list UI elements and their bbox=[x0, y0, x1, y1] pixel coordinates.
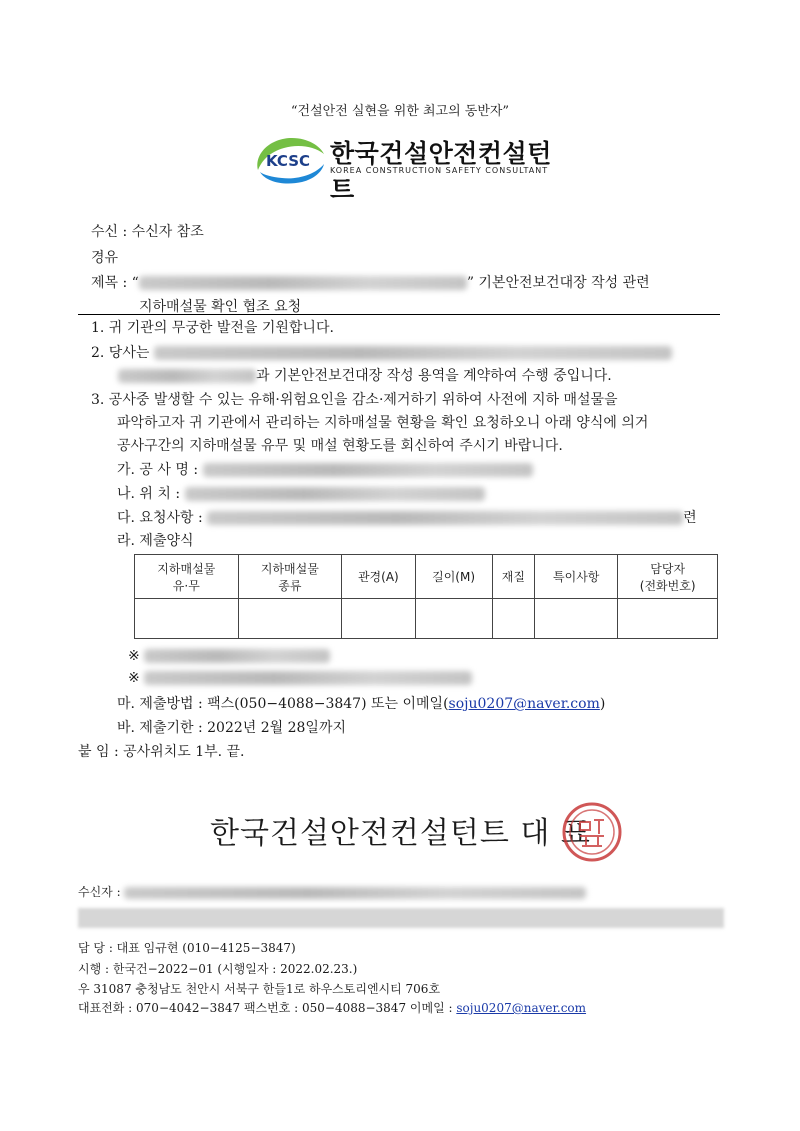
table-header-row bbox=[135, 555, 718, 599]
subject-prefix: 제목 : “ bbox=[91, 275, 139, 291]
item-form: 라. 제출양식 bbox=[117, 533, 194, 549]
attachment-label: 붙 임 bbox=[78, 744, 110, 760]
paragraph-2-suffix: 과 기본안전보건대장 작성 용역을 계약하여 수행 중입니다. bbox=[256, 368, 612, 384]
issuer-title: 한국건설안전컨설턴트 대 표 bbox=[210, 816, 591, 851]
note-1 bbox=[128, 648, 330, 664]
receiver-label: 수신자 : bbox=[78, 885, 121, 899]
attachment-text: : 공사위치도 1부. 끝. bbox=[113, 744, 245, 760]
slogan: “건설안전 실현을 위한 최고의 동반자” bbox=[290, 104, 510, 119]
item-ma-suffix: ) bbox=[599, 696, 606, 712]
col-length: 길이(M) bbox=[415, 555, 492, 599]
official-seal-icon bbox=[560, 800, 624, 864]
item-da-tail: 련 bbox=[683, 510, 697, 526]
table-cell bbox=[238, 599, 342, 639]
redacted-client bbox=[118, 369, 256, 383]
paragraph-3-line-1: 3. 공사중 발생할 수 있는 유해·위험요인을 감소·제거하기 위하여 사전에 지하 매설물을 bbox=[91, 392, 618, 408]
redacted-receivers bbox=[124, 887, 586, 899]
company-logo bbox=[248, 128, 558, 204]
item-deadline: 바. 제출기한 : 2022년 2월 28일까지 bbox=[117, 720, 347, 736]
item-request bbox=[117, 507, 697, 527]
subject-line-2: 지하매설물 확인 협조 요청 bbox=[139, 299, 302, 315]
table-cell bbox=[415, 599, 492, 639]
redacted-request bbox=[207, 511, 683, 525]
col-contact: 담당자 (전화번호) bbox=[618, 555, 718, 599]
redacted-project-name bbox=[139, 276, 467, 290]
redacted-note-2 bbox=[144, 671, 472, 685]
paragraph-2-prefix: 2. 당사는 bbox=[91, 345, 150, 361]
header-divider bbox=[78, 314, 720, 315]
item-na-label: 나. 위 치 : bbox=[117, 486, 181, 502]
redacted-note-1 bbox=[144, 649, 330, 663]
logo-company-name: 한국건설안전컨설턴트 bbox=[330, 139, 552, 204]
subject-line bbox=[91, 272, 650, 292]
table-cell bbox=[535, 599, 618, 639]
col-remarks: 특이사항 bbox=[535, 555, 618, 599]
submit-email-link[interactable]: soju0207@naver.com bbox=[448, 696, 600, 712]
paragraph-1: 1. 귀 기관의 무궁한 발전을 기원합니다. bbox=[91, 320, 334, 336]
table-cell bbox=[492, 599, 534, 639]
col-buried-presence: 지하매설물 유·무 bbox=[135, 555, 239, 599]
recipient-line: 수신 : 수신자 참조 bbox=[91, 224, 204, 240]
doc-number-line: 시행 : 한국건−2022−01 (시행일자 : 2022.02.23.) bbox=[78, 962, 358, 976]
table-cell bbox=[618, 599, 718, 639]
redacted-project bbox=[203, 463, 533, 477]
col-buried-type: 지하매설물 종류 bbox=[238, 555, 342, 599]
paragraph-3-line-3: 공사구간의 지하매설물 유무 및 매설 현황도를 회신하여 주시기 바랍니다. bbox=[117, 438, 563, 454]
col-diameter: 관경(A) bbox=[342, 555, 415, 599]
paragraph-3-line-2: 파악하고자 귀 기관에서 관리하는 지하매설물 현황을 확인 요청하오니 아래 양식에 의거 bbox=[117, 415, 649, 431]
note-mark: ※ bbox=[128, 670, 140, 686]
note-mark: ※ bbox=[128, 648, 140, 664]
attachment-line bbox=[78, 741, 245, 761]
note-2 bbox=[128, 670, 472, 686]
item-da-label: 다. 요청사항 : bbox=[117, 510, 203, 526]
logo-subtitle: KOREA CONSTRUCTION SAFETY CONSULTANT bbox=[330, 166, 549, 175]
redacted-company bbox=[154, 346, 672, 360]
item-ga-label: 가. 공 사 명 : bbox=[117, 462, 199, 478]
item-submit-method bbox=[117, 693, 605, 713]
redacted-location bbox=[185, 487, 485, 501]
footer-email-link[interactable]: soju0207@naver.com bbox=[456, 1001, 587, 1015]
item-ma-prefix: 마. 제출방법 : 팩스(050−4088−3847) 또는 이메일( bbox=[117, 696, 449, 712]
paragraph-2 bbox=[91, 342, 672, 362]
receiver-line bbox=[78, 883, 586, 900]
col-material: 재질 bbox=[492, 555, 534, 599]
redacted-bar bbox=[78, 908, 724, 928]
item-project-name bbox=[117, 459, 533, 479]
logo-badge-text: KCSC bbox=[265, 152, 311, 170]
table-cell bbox=[342, 599, 415, 639]
paragraph-2-line-2 bbox=[118, 365, 612, 385]
kcsc-logo-icon bbox=[248, 128, 328, 190]
submission-form-table bbox=[134, 554, 718, 639]
address-line: 우 31087 충청남도 천안시 서북구 한들1로 하우스토리엔시티 706호 bbox=[78, 982, 441, 996]
via-line: 경유 bbox=[91, 250, 119, 266]
table-cell bbox=[135, 599, 239, 639]
phone-text: 대표전화 : 070−4042−3847 팩스번호 : 050−4088−3847 이메일 : bbox=[78, 1001, 457, 1015]
contact-line: 담 당 : 대표 임규현 (010−4125−3847) bbox=[78, 941, 296, 955]
phone-line bbox=[78, 999, 586, 1016]
subject-suffix: ” 기본안전보건대장 작성 관련 bbox=[466, 275, 650, 291]
item-location bbox=[117, 483, 485, 503]
table-row bbox=[135, 599, 718, 639]
